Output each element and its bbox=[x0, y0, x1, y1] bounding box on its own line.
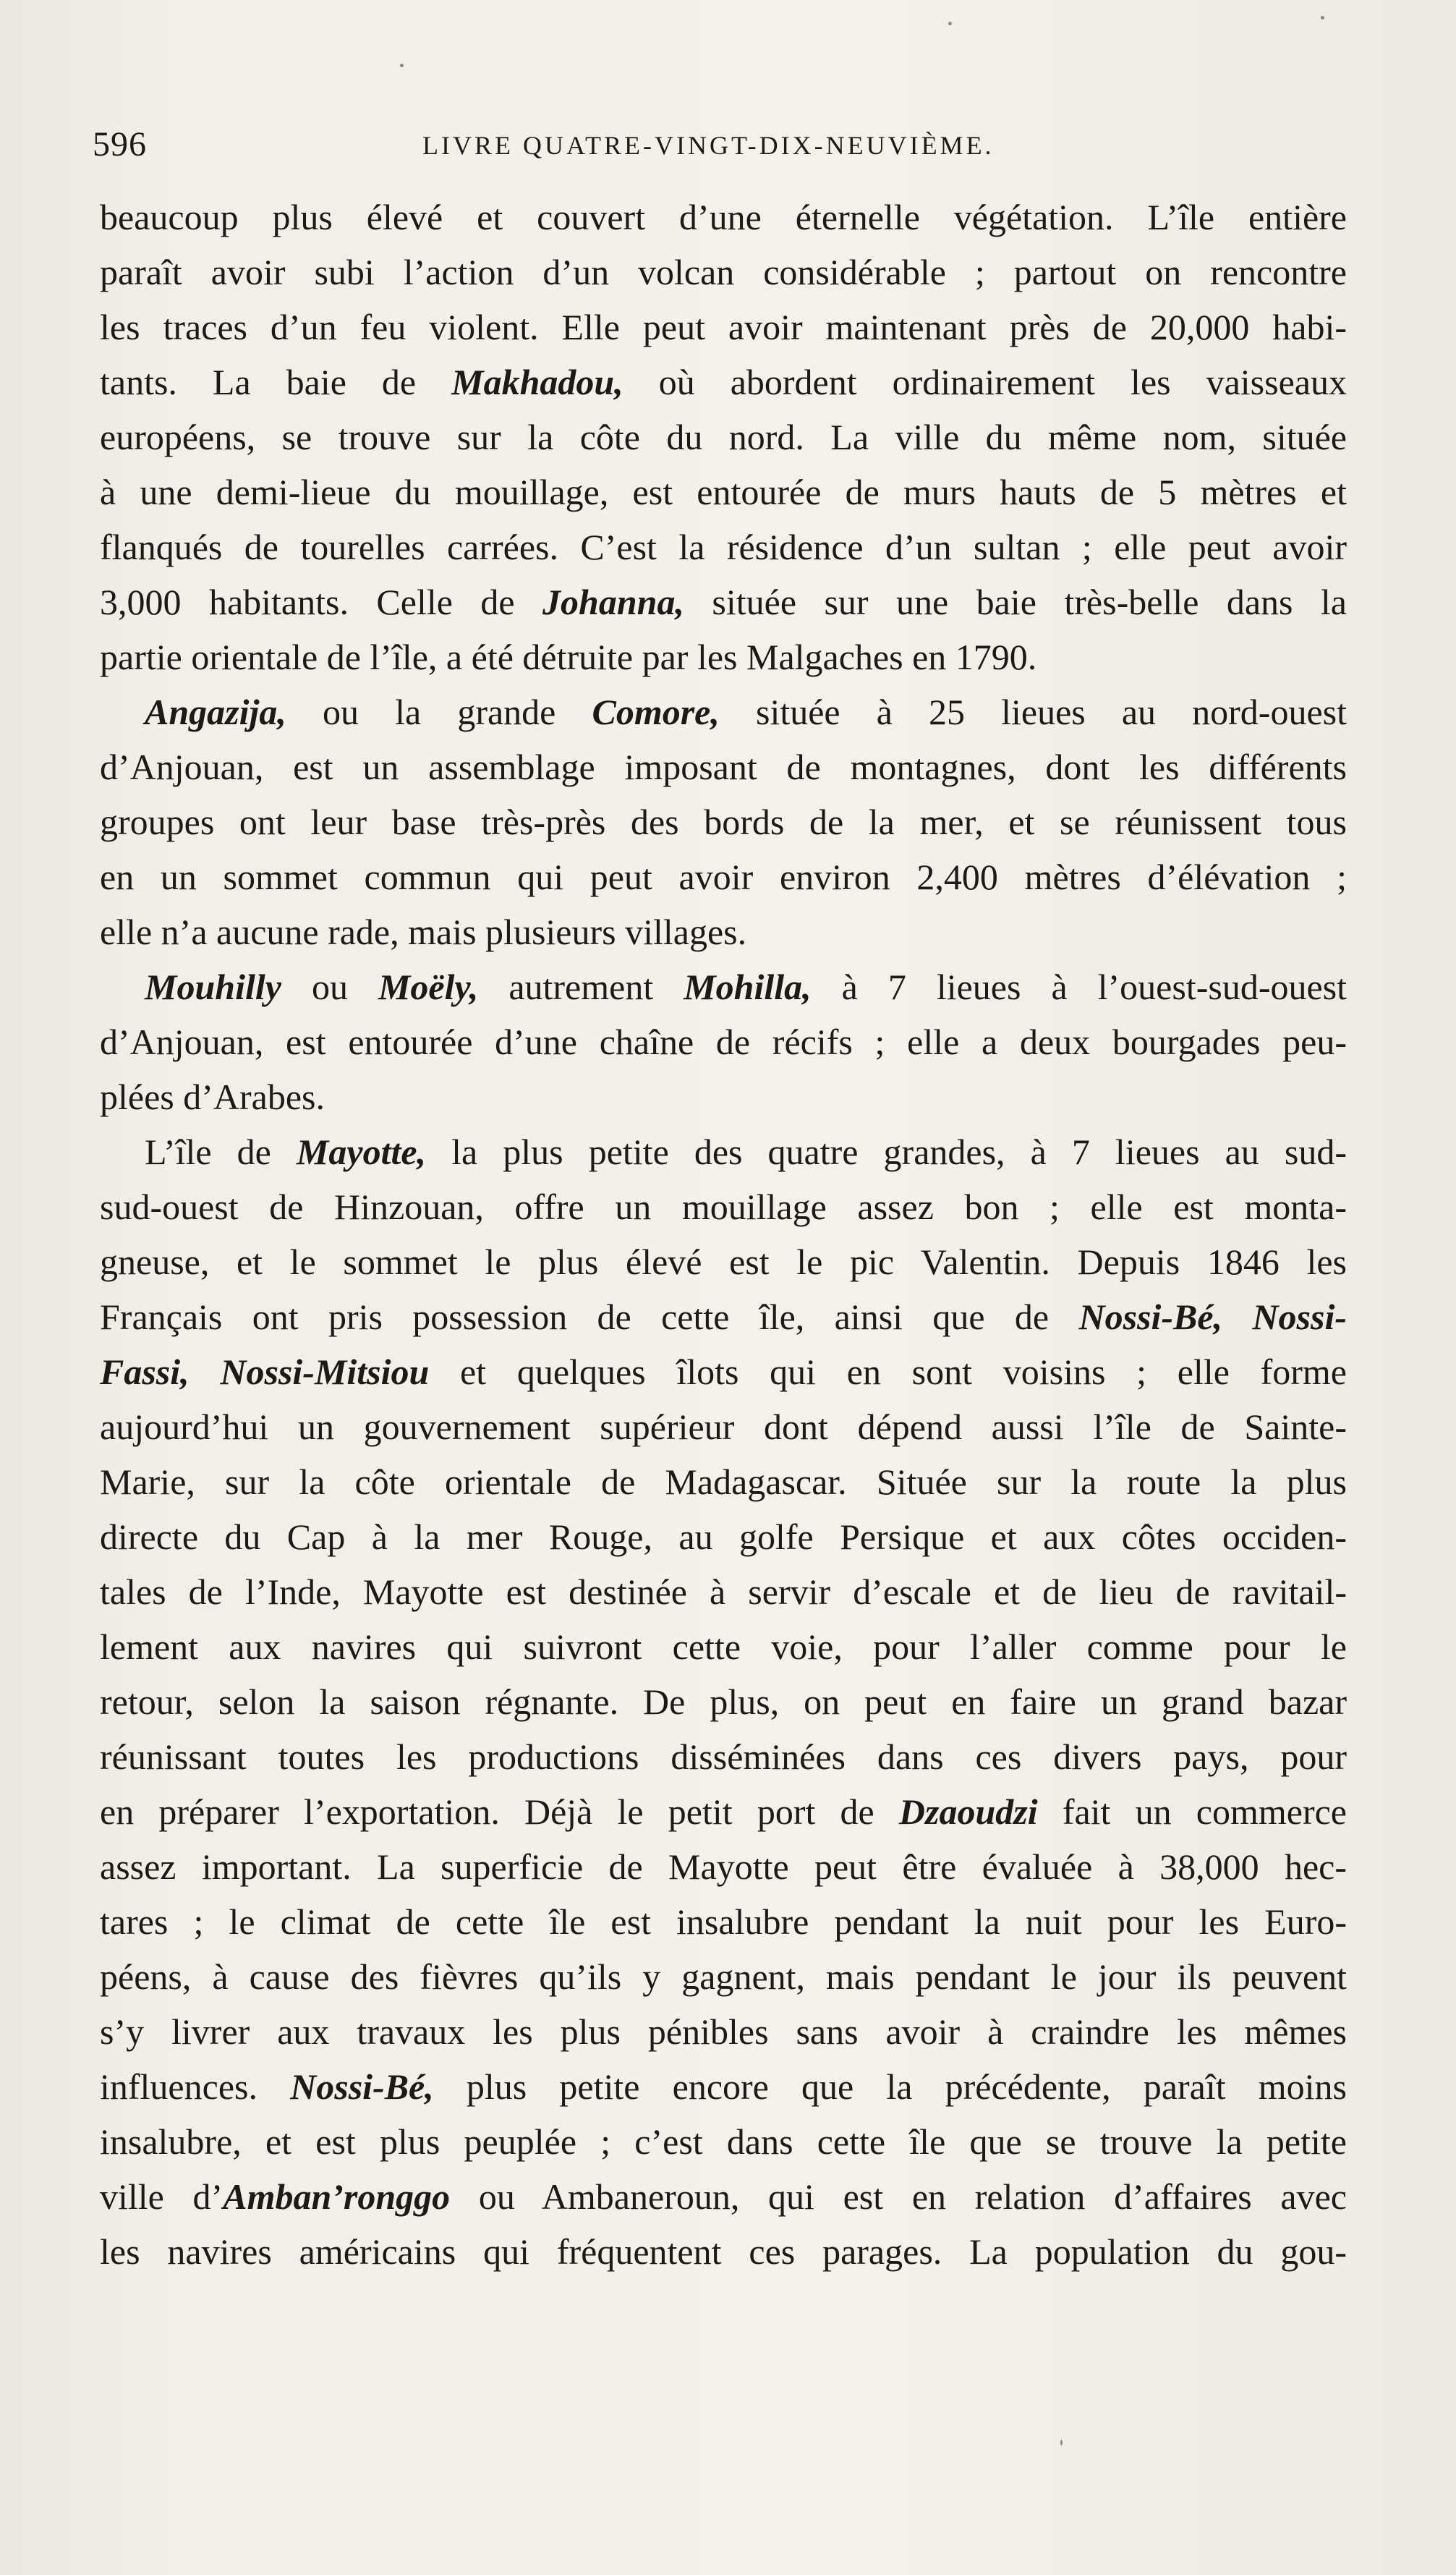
text-segment: ville d’ bbox=[100, 2176, 223, 2217]
text-line bbox=[100, 2059, 1347, 2114]
text-segment: tales de l’Inde, Mayotte est destinée à servir d’escale et de lieu de ravitail- bbox=[100, 1571, 1347, 1612]
text-segment: à une demi-lieue du mouillage, est entourée de murs hauts de 5 mètres et bbox=[100, 472, 1347, 512]
text-segment: en préparer l’exportation. Déjà le petit port de bbox=[100, 1791, 899, 1832]
italic-text-segment: Comore, bbox=[592, 692, 720, 732]
text-segment: plus petite encore que la précédente, paraît moins bbox=[433, 2066, 1347, 2107]
paper-speck bbox=[400, 64, 404, 67]
text-line bbox=[100, 1949, 1347, 2004]
text-line bbox=[100, 1564, 1347, 1619]
text-line bbox=[100, 1509, 1347, 1564]
text-segment: paraît avoir subi l’action d’un volcan considérable ; partout on rencontre bbox=[100, 252, 1347, 292]
text-line bbox=[100, 1729, 1347, 1784]
text-segment: et quelques îlots qui en sont voisins ; elle forme bbox=[429, 1352, 1347, 1392]
text-line bbox=[100, 1234, 1347, 1289]
italic-text-segment: Moëly, bbox=[378, 967, 479, 1007]
text-segment: fait un commerce bbox=[1037, 1791, 1347, 1832]
text-segment: insalubre, et est plus peuplée ; c’est dans cette île que se trouve la petite bbox=[100, 2121, 1347, 2162]
text-segment: ou Ambaneroun, qui est en relation d’affaires avec bbox=[450, 2176, 1347, 2217]
text-segment: autrement bbox=[478, 967, 684, 1007]
text-line bbox=[100, 1619, 1347, 1674]
italic-text-segment: Dzaoudzi bbox=[898, 1791, 1038, 1832]
italic-text-segment: Mouhilly bbox=[145, 967, 281, 1007]
text-segment: tants. La baie de bbox=[100, 362, 452, 402]
text-line bbox=[100, 1344, 1347, 1399]
text-line bbox=[100, 1069, 1347, 1124]
text-segment: assez important. La superficie de Mayotte peut être évaluée à 38,000 hec- bbox=[100, 1846, 1347, 1887]
text-segment: sud-ouest de Hinzouan, offre un mouillage assez bon ; elle est monta- bbox=[100, 1187, 1347, 1227]
text-segment: à 7 lieues à l’ouest-sud-ouest bbox=[811, 967, 1347, 1007]
text-line bbox=[100, 739, 1347, 794]
text-segment: les navires américains qui fréquentent ces parages. La population du gou- bbox=[100, 2231, 1347, 2272]
text-line bbox=[100, 464, 1347, 519]
text-line bbox=[100, 410, 1347, 464]
text-line bbox=[100, 1179, 1347, 1234]
text-segment: d’Anjouan, est un assemblage imposant de montagnes, dont les différents bbox=[100, 747, 1347, 787]
italic-text-segment: Johanna, bbox=[542, 582, 684, 622]
italic-text-segment: Mayotte, bbox=[296, 1132, 427, 1172]
text-segment: la plus petite des quatre grandes, à 7 lieues au sud- bbox=[426, 1132, 1347, 1172]
paper-speck bbox=[1060, 2440, 1063, 2445]
text-segment: réunissant toutes les productions disséminées dans ces divers pays, pour bbox=[100, 1736, 1347, 1777]
text-segment: retour, selon la saison régnante. De plus, on peut en faire un grand bazar bbox=[100, 1681, 1347, 1722]
italic-text-segment: Nossi-Bé, Nossi- bbox=[1078, 1297, 1347, 1337]
text-line bbox=[100, 190, 1347, 245]
italic-text-segment: Amban’ronggo bbox=[223, 2176, 451, 2217]
italic-text-segment: Makhadou, bbox=[451, 362, 623, 402]
text-line bbox=[100, 1399, 1347, 1454]
text-line bbox=[100, 2169, 1347, 2224]
text-segment: flanqués de tourelles carrées. C’est la résidence d’un sultan ; elle peut avoir bbox=[100, 527, 1347, 567]
body-text bbox=[100, 190, 1347, 2279]
text-segment: ou bbox=[281, 967, 378, 1007]
text-segment: située à 25 lieues au nord-ouest bbox=[719, 692, 1347, 732]
text-line bbox=[100, 1674, 1347, 1729]
text-line bbox=[100, 300, 1347, 355]
text-segment: plées d’Arabes. bbox=[100, 1077, 325, 1117]
text-line bbox=[100, 355, 1347, 410]
text-line bbox=[100, 1289, 1347, 1344]
text-line bbox=[100, 1454, 1347, 1509]
text-line bbox=[100, 245, 1347, 300]
page-header bbox=[93, 124, 1351, 177]
text-line bbox=[100, 2224, 1347, 2279]
running-head: LIVRE QUATRE-VINGT-DIX-NEUVIÈME. bbox=[422, 131, 995, 160]
text-segment: s’y livrer aux travaux les plus pénibles sans avoir à craindre les mêmes bbox=[100, 2011, 1347, 2052]
text-segment: où abordent ordinairement les vaisseaux bbox=[623, 362, 1347, 402]
text-line bbox=[100, 1894, 1347, 1949]
text-segment: directe du Cap à la mer Rouge, au golfe Persique et aux côtes occiden- bbox=[100, 1516, 1347, 1557]
text-line bbox=[100, 684, 1347, 739]
text-line bbox=[100, 959, 1347, 1014]
text-segment: Français ont pris possession de cette île, ainsi que de bbox=[100, 1297, 1079, 1337]
text-line bbox=[100, 2114, 1347, 2169]
text-segment: péens, à cause des fièvres qu’ils y gagnent, mais pendant le jour ils peuvent bbox=[100, 1956, 1347, 1997]
text-segment: les traces d’un feu violent. Elle peut avoir maintenant près de 20,000 habi- bbox=[100, 307, 1347, 347]
text-segment: 3,000 habitants. Celle de bbox=[100, 582, 543, 622]
text-segment: groupes ont leur base très-près des bords de la mer, et se réunissent tous bbox=[100, 802, 1347, 842]
text-segment: européens, se trouve sur la côte du nord. La ville du même nom, située bbox=[100, 417, 1347, 457]
text-line bbox=[100, 904, 1347, 959]
text-segment: beaucoup plus élevé et couvert d’une éternelle végétation. L’île entière bbox=[100, 197, 1347, 237]
text-line bbox=[100, 1784, 1347, 1839]
text-segment: gneuse, et le sommet le plus élevé est le pic Valentin. Depuis 1846 les bbox=[100, 1242, 1347, 1282]
italic-text-segment: Nossi-Bé, bbox=[290, 2066, 434, 2107]
text-segment: L’île de bbox=[145, 1132, 297, 1172]
text-segment: d’Anjouan, est entourée d’une chaîne de récifs ; elle a deux bourgades peu- bbox=[100, 1022, 1347, 1062]
text-line bbox=[100, 2004, 1347, 2059]
text-line bbox=[100, 1014, 1347, 1069]
text-segment: aujourd’hui un gouvernement supérieur dont dépend aussi l’île de Sainte- bbox=[100, 1407, 1347, 1447]
text-line bbox=[100, 1839, 1347, 1894]
text-segment: en un sommet commun qui peut avoir environ 2,400 mètres d’élévation ; bbox=[100, 857, 1347, 897]
italic-text-segment: Angazija, bbox=[145, 692, 286, 732]
text-segment: située sur une baie très-belle dans la bbox=[684, 582, 1347, 622]
italic-text-segment: Fassi, Nossi-Mitsiou bbox=[100, 1352, 430, 1392]
text-segment: elle n’a aucune rade, mais plusieurs villages. bbox=[100, 912, 747, 952]
italic-text-segment: Mohilla, bbox=[684, 967, 812, 1007]
text-segment: Marie, sur la côte orientale de Madagascar. Située sur la route la plus bbox=[100, 1462, 1347, 1502]
text-line bbox=[100, 519, 1347, 574]
text-segment: ou la grande bbox=[286, 692, 592, 732]
text-segment: partie orientale de l’île, a été détruite par les Malgaches en 1790. bbox=[100, 637, 1037, 677]
text-line bbox=[100, 574, 1347, 629]
paper-speck bbox=[1321, 16, 1324, 20]
text-segment: lement aux navires qui suivront cette voie, pour l’aller comme pour le bbox=[100, 1626, 1347, 1667]
text-line bbox=[100, 1124, 1347, 1179]
page-number: 596 bbox=[93, 125, 147, 164]
text-line bbox=[100, 794, 1347, 849]
text-line bbox=[100, 629, 1347, 684]
text-segment: influences. bbox=[100, 2066, 291, 2107]
paper-speck bbox=[948, 22, 952, 25]
text-line bbox=[100, 849, 1347, 904]
text-segment: tares ; le climat de cette île est insalubre pendant la nuit pour les Euro- bbox=[100, 1901, 1347, 1942]
